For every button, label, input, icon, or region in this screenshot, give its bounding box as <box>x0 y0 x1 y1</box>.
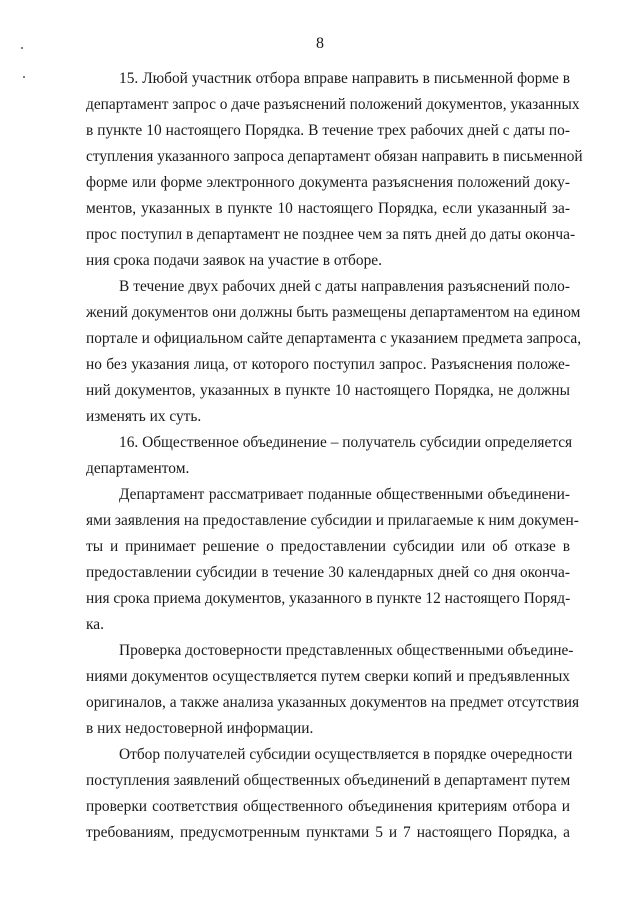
text-line: 15. Любой участник отбора вправе направить в письменной форме в <box>119 70 570 87</box>
text-line: ния срока подачи заявок на участие в отборе. <box>86 252 382 269</box>
text-line: форме или форме электронного документа разъяснения положений доку- <box>86 174 570 191</box>
text-line: В течение двух рабочих дней с даты направления разъяснений поло- <box>119 278 570 295</box>
text-line: департаментом. <box>86 460 190 477</box>
text-line: поступления заявлений общественных объединений в департамент путем <box>86 772 571 789</box>
paragraph <box>86 742 573 846</box>
text-line: ния срока приема документов, указанного в пункте 12 настоящего Поряд- <box>86 590 571 607</box>
text-line: жений документов они должны быть размещены департаментом на едином <box>86 304 581 321</box>
text-line: но без указания лица, от которого поступил запрос. Разъяснения положе- <box>86 356 570 373</box>
paragraph <box>86 66 583 274</box>
text-line: требованиям, предусмотренным пунктами 5 и 7 настоящего Порядка, а <box>86 824 570 841</box>
text-line: оригиналов, а также анализа указанных документов на предмет отсутствия <box>86 694 580 711</box>
paragraph <box>86 638 580 742</box>
text-line: изменять их суть. <box>86 408 202 425</box>
text-line: ний документов, указанных в пункте 10 настоящего Порядка, не должны <box>86 382 570 399</box>
text-line: ка. <box>86 616 104 633</box>
paragraph <box>86 482 579 638</box>
text-line: ты и принимает решение о предоставлении субсидии или об отказе в <box>86 538 570 555</box>
page-number: 8 <box>316 35 324 52</box>
paragraph <box>86 274 582 430</box>
text-line: портале и официальном сайте департамента с указанием предмета запроса, <box>86 330 582 347</box>
text-line: в них недостоверной информации. <box>86 720 314 737</box>
text-line: ниями документов осуществляется путем сверки копий и предъявленных <box>86 668 570 685</box>
text-line: предоставлении субсидии в течение 30 календарных дней со дня оконча- <box>86 564 570 581</box>
text-line: проверки соответствия общественного объединения критериям отбора и <box>86 798 570 815</box>
text-line: прос поступил в департамент не позднее чем за пять дней до даты оконча- <box>86 226 576 243</box>
scan-speck <box>21 47 23 49</box>
text-line: Проверка достоверности представленных общественными объедине- <box>119 642 574 659</box>
text-line: департамент запрос о даче разъяснений положений документов, указанных <box>86 96 580 113</box>
text-line: ями заявления на предоставление субсидии и прилагаемые к ним докумен- <box>86 512 579 529</box>
text-line: Департамент рассматривает поданные общественными объединени- <box>119 486 570 503</box>
document-body <box>86 66 583 846</box>
text-line: ступления указанного запроса департамент обязан направить в письменной <box>86 148 583 165</box>
text-line: в пункте 10 настоящего Порядка. В течение трех рабочих дней с даты по- <box>86 122 570 139</box>
scan-speck <box>23 76 25 78</box>
text-line: 16. Общественное объединение – получатель субсидии определяется <box>119 434 573 451</box>
text-line: ментов, указанных в пункте 10 настоящего Порядка, если указанный за- <box>86 200 570 217</box>
text-line: Отбор получателей субсидии осуществляется в порядке очередности <box>119 746 573 763</box>
paragraph <box>86 430 573 482</box>
